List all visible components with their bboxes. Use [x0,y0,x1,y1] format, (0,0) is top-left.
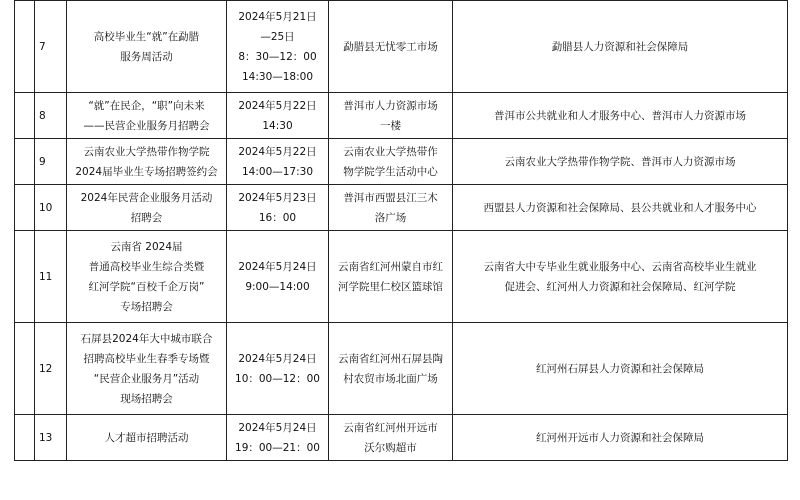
event-place-line: 普洱市西盟县江三木 [343,191,438,204]
event-place-cell [329,93,453,139]
event-time-line: 2024年5月24日 [238,260,317,273]
row-number-cell [35,185,67,231]
table-row [15,323,788,415]
organizer-line: 云南省大中专毕业生就业服务中心、云南省高校毕业生就业 [483,260,757,273]
row-number-cell [35,415,67,461]
event-name-line: 招聘高校毕业生春季专场暨 [83,352,210,365]
event-name-line: 2024届毕业生专场招聘签约会 [75,165,218,178]
row-number: 8 [39,109,46,122]
event-name-line: 2024年民营企业服务月活动 [80,191,213,204]
event-place-line: 一楼 [380,119,401,132]
event-name-line: 高校毕业生“就”在勐腊 [93,30,200,43]
event-name-line: 专场招聘会 [120,300,173,313]
row-gutter [15,185,35,231]
event-place-line: 勐腊县无忧零工市场 [343,40,438,53]
table-row [15,1,788,93]
row-number-cell [35,323,67,415]
organizer-cell [453,139,788,185]
table-body [15,1,788,461]
row-gutter [15,415,35,461]
row-number: 13 [39,431,53,444]
organizer-cell [453,231,788,323]
event-time-line: —25日 [260,30,295,43]
event-place-line: 云南省红河州开远市 [343,421,438,434]
organizer-cell [453,415,788,461]
row-number: 7 [39,40,46,53]
event-time-line: 2024年5月24日 [238,421,317,434]
event-name-line: ——民营企业服务月招聘会 [83,119,210,132]
event-name-cell [67,93,227,139]
event-name-line: 云南农业大学热带作物学院 [83,145,210,158]
row-number: 10 [39,201,53,214]
event-place-line: 云南省红河州石屏县陶 [338,352,443,365]
organizer-cell [453,185,788,231]
event-name-cell [67,323,227,415]
table-row [15,93,788,139]
organizer-line: 普洱市公共就业和人才服务中心、普洱市人力资源市场 [494,109,746,122]
event-name-line: 服务周活动 [120,50,173,63]
event-name-line: “就”在民企，“职”向未来 [88,99,205,112]
event-place-cell [329,1,453,93]
event-name-cell [67,415,227,461]
row-number-cell [35,231,67,323]
event-name-line: “民营企业服务月”活动 [93,372,200,385]
event-place-line: 云南农业大学热带作 [343,145,438,158]
event-time-cell [227,93,329,139]
event-time-cell [227,231,329,323]
event-time-cell [227,415,329,461]
event-place-line: 村农贸市场北面广场 [343,372,438,385]
event-time-line: 10：00—12：00 [235,372,320,385]
event-place-cell [329,323,453,415]
organizer-cell [453,323,788,415]
row-number: 9 [39,155,46,168]
event-time-line: 2024年5月23日 [238,191,317,204]
event-time-cell [227,185,329,231]
event-time-line: 2024年5月24日 [238,352,317,365]
organizer-cell [453,1,788,93]
event-time-line: 16：00 [258,211,297,224]
organizer-line: 促进会、红河州人力资源和社会保障局、红河学院 [504,280,736,293]
event-name-cell [67,139,227,185]
event-name-line: 招聘会 [130,211,163,224]
organizer-cell [453,93,788,139]
organizer-line: 西盟县人力资源和社会保障局、县公共就业和人才服务中心 [483,201,757,214]
row-number: 11 [39,270,53,283]
table-row [15,185,788,231]
event-name-line: 红河学院“百校千企万岗” [88,280,205,293]
row-number-cell [35,139,67,185]
table-row [15,231,788,323]
event-place-cell [329,139,453,185]
event-place-line: 河学院里仁校区篮球馆 [338,280,443,293]
event-name-cell [67,1,227,93]
event-time-line: 14:00—17:30 [241,165,314,178]
table-row [15,139,788,185]
event-time-line: 2024年5月22日 [238,99,317,112]
event-place-cell [329,415,453,461]
event-time-line: 14:30—18:00 [241,70,314,83]
organizer-line: 勐腊县人力资源和社会保障局 [551,40,689,53]
event-time-cell [227,1,329,93]
event-time-line: 14:30 [262,119,293,132]
event-place-cell [329,231,453,323]
event-place-line: 云南省红河州蒙自市红 [338,260,443,273]
row-number-cell [35,93,67,139]
event-place-line: 沃尔购超市 [364,441,417,454]
event-time-line: 8：30—12：00 [238,50,317,63]
event-place-line: 物学院学生活动中心 [343,165,438,178]
event-time-cell [227,323,329,415]
event-time-line: 2024年5月22日 [238,145,317,158]
event-name-cell [67,231,227,323]
event-name-line: 现场招聘会 [120,392,173,405]
organizer-line: 红河州石屏县人力资源和社会保障局 [536,362,704,375]
table-row [15,415,788,461]
row-number-cell [35,1,67,93]
event-place-line: 普洱市人力资源市场 [343,99,438,112]
organizer-line: 红河州开远市人力资源和社会保障局 [536,431,704,444]
event-name-line: 石屏县2024年大中城市联合 [80,332,213,345]
event-name-line: 人才超市招聘活动 [104,431,189,444]
event-time-line: 9:00—14:00 [245,280,310,293]
row-gutter [15,139,35,185]
row-gutter [15,323,35,415]
row-number: 12 [39,362,53,375]
event-place-cell [329,185,453,231]
row-gutter [15,93,35,139]
job-fair-schedule-table [14,0,788,461]
organizer-line: 云南农业大学热带作物学院、普洱市人力资源市场 [504,155,736,168]
event-time-line: 19：00—21：00 [235,441,320,454]
event-place-line: 洛广场 [374,211,407,224]
row-gutter [15,231,35,323]
event-time-line: 2024年5月21日 [238,10,317,23]
row-gutter [15,1,35,93]
event-time-cell [227,139,329,185]
event-name-line: 普通高校毕业生综合类暨 [88,260,205,273]
event-name-cell [67,185,227,231]
event-table-wrapper [14,0,788,461]
event-name-line: 云南省 2024届 [110,240,183,253]
